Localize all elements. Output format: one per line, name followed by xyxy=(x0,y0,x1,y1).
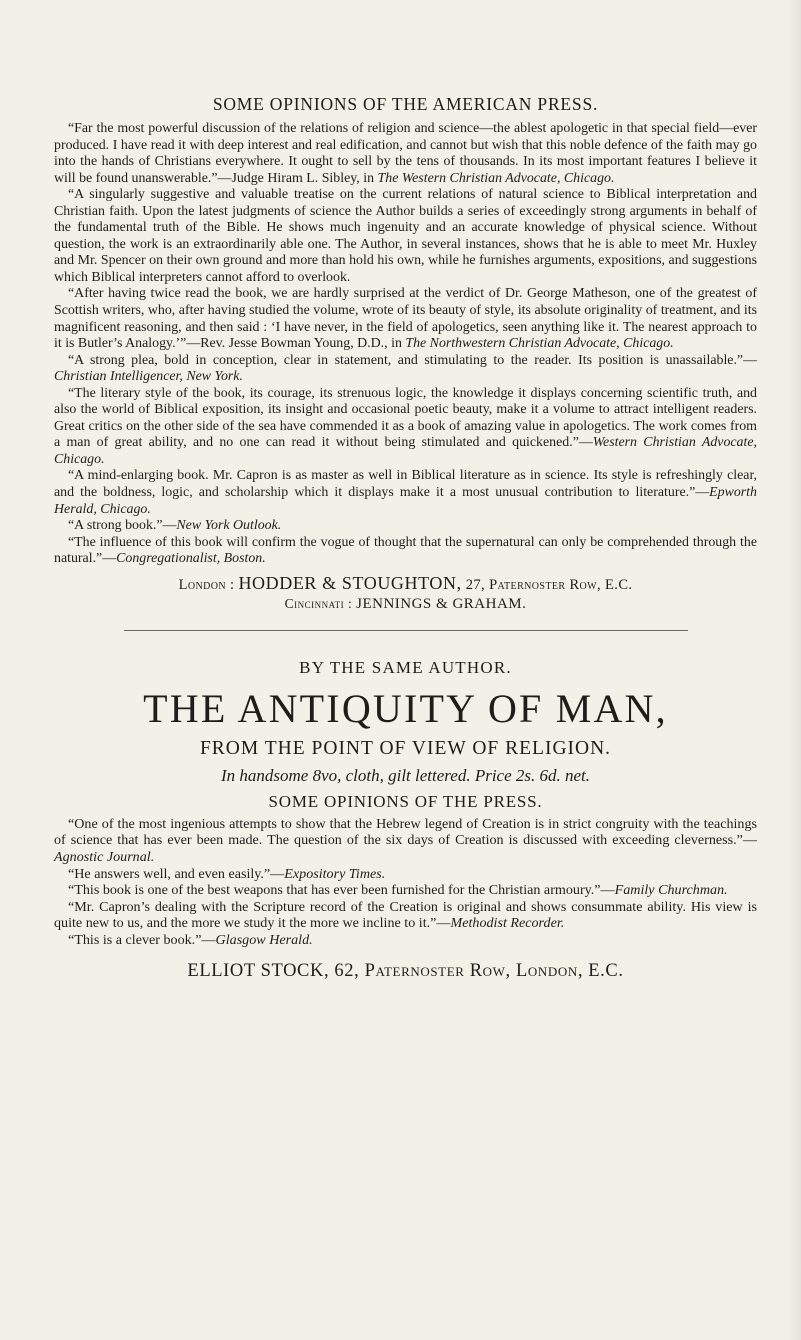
page-edge-shadow xyxy=(787,0,801,1340)
footer-publisher-address: Paternoster Row, London, E.C. xyxy=(364,960,624,981)
press-quotes xyxy=(54,816,757,949)
american-press-heading: SOME OPINIONS OF THE AMERICAN PRESS. xyxy=(212,94,599,114)
press-quote: “A strong plea, bold in conception, clear in statement, and stimulating to the reader. Its position is unassailable.”—Christian Intelligencer, New York. xyxy=(54,352,757,385)
press-quote: “Mr. Capron’s dealing with the Scripture record of the Creation is original and shows consummate ability. His view is quite new to us, and the more we study it the more we incline to it.”—Methodist Recorder. xyxy=(54,898,757,932)
press-quote: “A mind-enlarging book. Mr. Capron is as master as well in Biblical literature as in science. Its style is refreshingly clear, and the boldness, logic, and scholarship which it displays make it a most unusual contribution to literature.”—Epworth Herald, Chicago. xyxy=(54,468,757,517)
book-title: THE ANTIQUITY OF MAN, xyxy=(143,685,668,731)
press-quote: “The literary style of the book, its courage, its strenuous logic, the knowledge it displays concerning scientific truth, and also the world of Biblical exposition, its insight and occasional poetic beauty, make it a volume to attract intelligent readers. Great critics on the other side of the sea have commended it as a book of amazing value in apologetics. The work comes from a man of great ability, and no one can read it without being stimulated and quickened.”—Western Christian Advocate, Chicago. xyxy=(54,385,758,467)
press-quote: “The influence of this book will confirm the vogue of thought that the supernatural can only be comprehended through the natural.”—Congregationalist, Boston. xyxy=(54,534,757,567)
press-quote: “Far the most powerful discussion of the relations of religion and science—the ablest apologetic in that special field—ever produced. I have read it with deep interest and real edification, and cannot but wish that this noble defence of the faith may go into the hands of Christians everywhere. It ought to sell by the tens of thousands. In its most important features I believe it will be found unanswerable.”—Judge Hiram L. Sibley, in The Western Christian Advocate, Chicago. xyxy=(54,121,757,186)
american-press-quotes xyxy=(54,121,757,568)
publisher-city: London : xyxy=(178,576,235,593)
footer-publisher xyxy=(54,961,757,982)
book-price-info: In handsome 8vo, cloth, gilt lettered. Price 2s. 6d. net. xyxy=(220,765,591,785)
press-quote: “After having twice read the book, we are hardly surprised at the verdict of Dr. George Matheson, one of the greatest of Scottish writers, who, after having studied the volume, wrote of its beauty of style, its absolute originality of treatment, and its magnificent reasoning, and then said : ‘I have never, in the field of apologetics, seen anything like it. The nearest approach to it is Butler’s Analogy.’”—Rev. Jesse Bowman Young, D.D., in The Northwestern Christian Advocate, Chicago. xyxy=(54,286,757,352)
book-subtitle: FROM THE POINT OF VIEW OF RELIGION. xyxy=(199,737,612,759)
press-quote: “A singularly suggestive and valuable treatise on the current relations of natural science to Biblical interpretation and Christian faith. Upon the latest judgments of science the Author builds a series of exceedingly strong arguments in behalf of the fundamental truth of the Bible. He shows much ingenuity and an accurate knowledge of physical science. Without question, the work is an extraordinarily able one. The Author, in several instances, shows that he is able to meet Mr. Huxley and Mr. Spencer on their own ground and more than hold his own, while he furnishes arguments, expositions, and suggestions which Biblical interpreters cannot afford to overlook. xyxy=(54,187,757,285)
publisher-city-secondary: Cincinnati : xyxy=(284,595,353,611)
press-quote: “This is a clever book.”—Glasgow Herald. xyxy=(68,931,313,948)
publisher-line xyxy=(54,574,757,595)
press-quote: “This book is one of the best weapons that has ever been furnished for the Christian armoury.”—Family Churchman. xyxy=(68,882,728,899)
divider-rule xyxy=(124,630,688,631)
press-quote: “He answers well, and even easily.”—Expository Times. xyxy=(68,865,386,882)
footer-publisher-name: ELLIOT STOCK, 62, xyxy=(187,960,360,981)
press-opinions-heading: SOME OPINIONS OF THE PRESS. xyxy=(268,791,543,811)
press-quote: “One of the most ingenious attempts to show that the Hebrew legend of Creation is in strict congruity with the teachings of science that has ever been made. The question of the six days of Creation is discussed with exceeding cleverness.”—Agnostic Journal. xyxy=(54,815,757,865)
publisher-address: 27, Paternoster Row, E.C. xyxy=(465,576,633,593)
publisher-name-secondary: JENNINGS & GRAHAM. xyxy=(356,595,527,612)
publisher-line-secondary xyxy=(54,595,757,613)
by-same-author-heading: BY THE SAME AUTHOR. xyxy=(299,657,512,677)
press-quote: “A strong book.”—New York Outlook. xyxy=(68,518,282,534)
publisher-name: HODDER & STOUGHTON, xyxy=(238,572,462,593)
